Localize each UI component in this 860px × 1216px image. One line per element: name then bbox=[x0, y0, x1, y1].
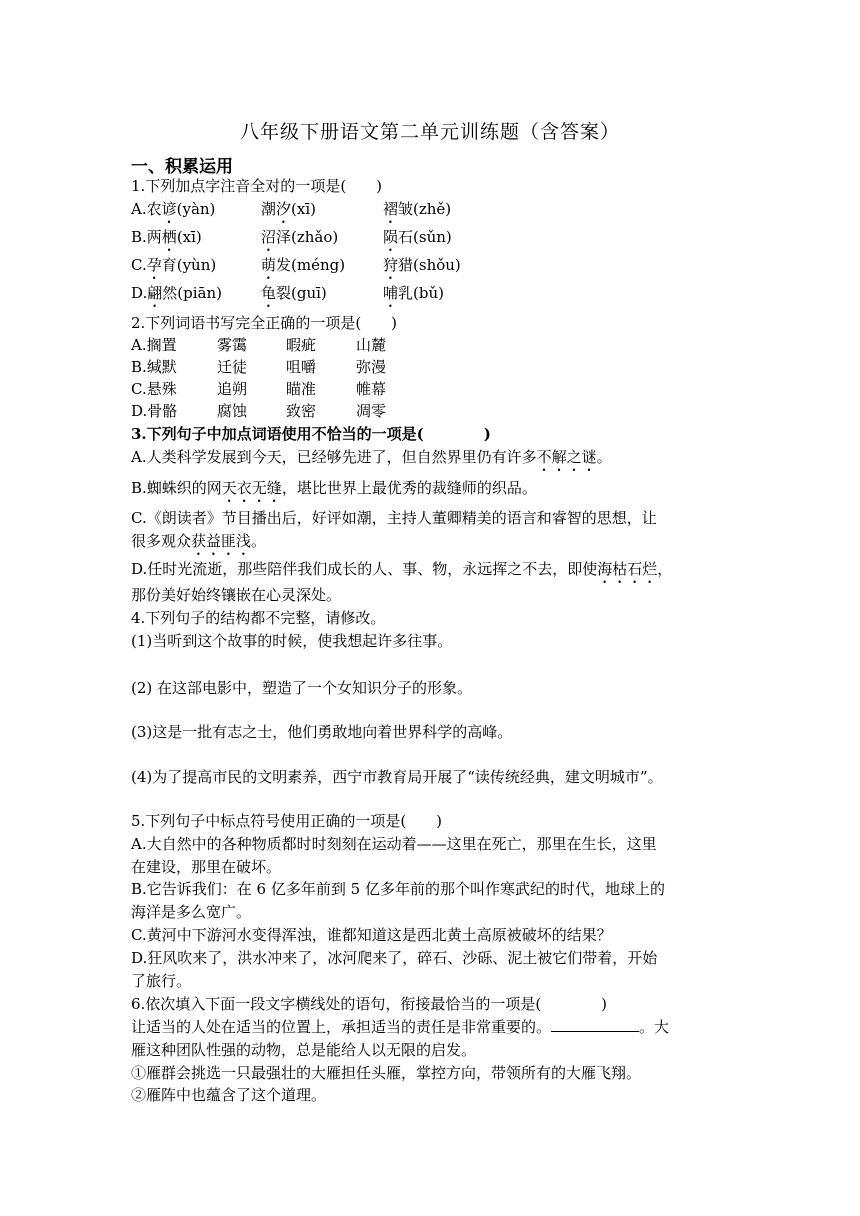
question-4-item-3: (3)这是一批有志之士，他们勇敢地向着世界科学的高峰。 bbox=[131, 723, 513, 741]
question-1-stem: 1.下列加点字注音全对的一项是( ) bbox=[131, 177, 383, 195]
option-c-end: 。 bbox=[251, 532, 267, 550]
option-b-end: ，堪比世界上最优秀的裁缝师的织品。 bbox=[281, 479, 537, 497]
q1-option-cell bbox=[261, 198, 316, 227]
question-6-stem: 6.依次填入下面一段文字横线处的语句，衔接最恰当的一项是( ) bbox=[131, 995, 608, 1013]
q2-option-word: 暇疵 bbox=[286, 336, 317, 354]
option-text: (xī) bbox=[176, 228, 202, 246]
section-heading: 一、积累运用 bbox=[131, 157, 233, 177]
q2-option-word: 凋零 bbox=[356, 402, 387, 420]
paragraph-text-end: 。大 bbox=[639, 1018, 670, 1036]
question-3-option-c-line1: C.《朗读者》节目播出后，好评如潮，主持人董卿精美的语言和睿智的思想，让 bbox=[131, 509, 657, 527]
option-text: 猎(shǒu) bbox=[398, 256, 461, 274]
question-3-stem: 3.下列句子中加点词语使用不恰当的一项是( ) bbox=[131, 425, 491, 443]
option-a-end: 。 bbox=[596, 448, 612, 466]
q2-option-word: D.骨骼 bbox=[131, 402, 178, 420]
page-title: 八年级下册语文第二单元训练题（含答案） bbox=[239, 121, 620, 143]
question-5-line: 在建设，那里在破坏。 bbox=[131, 858, 282, 876]
option-a-dotted-word: 不解之谜 bbox=[536, 448, 597, 466]
q2-option-word: 瞄准 bbox=[286, 380, 317, 398]
option-text: 石(sǔn) bbox=[398, 228, 452, 246]
option-text: C. bbox=[131, 256, 147, 274]
question-2-stem: 2.下列词语书写完全正确的一项是( ) bbox=[131, 314, 398, 332]
question-6-option-1: ①雁群会挑选一只最强壮的大雁担任头雁，掌控方向，带领所有的大雁飞翔。 bbox=[131, 1064, 642, 1082]
q2-option-word: 致密 bbox=[286, 402, 317, 420]
dotted-character: 陨 bbox=[383, 228, 399, 246]
q2-option-word: 帷幕 bbox=[356, 380, 387, 398]
option-text: 然(piān) bbox=[162, 284, 222, 302]
q2-option-word: A.搁置 bbox=[131, 336, 177, 354]
dotted-character: 栖 bbox=[161, 228, 177, 246]
dotted-character: 褶 bbox=[383, 200, 399, 218]
option-text: 皱(zhě) bbox=[398, 200, 452, 218]
option-text: D. bbox=[131, 284, 148, 302]
q2-option-word: 迁徒 bbox=[217, 358, 248, 376]
question-5-line: D.狂风吹来了，洪水冲来了，冰河爬来了，碎石、沙砾、泥土被它们带着，开始 bbox=[131, 949, 658, 967]
option-text: 乳(bǔ) bbox=[398, 284, 444, 302]
option-b-text: B.蜘蛛织的网 bbox=[131, 479, 222, 497]
question-4-stem: 4.下列句子的结构都不完整，请修改。 bbox=[131, 609, 386, 627]
fill-blank bbox=[551, 1017, 639, 1032]
q1-option-cell bbox=[383, 198, 451, 227]
option-text: (yàn) bbox=[176, 200, 216, 218]
q1-option-cell bbox=[131, 254, 216, 283]
q1-option-cell bbox=[383, 254, 461, 283]
question-3-option-c-line2 bbox=[131, 530, 266, 559]
option-d-end: ， bbox=[657, 560, 673, 578]
option-text: 裂(guī) bbox=[276, 284, 327, 302]
question-6-paragraph-line2: 雁这种团队性强的动物，总是能给人以无限的启发。 bbox=[131, 1041, 477, 1059]
q1-option-cell bbox=[261, 226, 338, 255]
question-5-line: A.大自然中的各种物质都时时刻刻在运动着——这里在死亡，那里在生长，这里 bbox=[131, 835, 657, 853]
question-4-item-2: (2) 在这部电影中，塑造了一个女知识分子的形象。 bbox=[131, 679, 473, 697]
question-5-line: C.黄河中下游河水变得浑浊，谁都知道这是西北黄土高原被破坏的结果？ bbox=[131, 926, 612, 944]
option-text: 泽(zhǎo) bbox=[276, 228, 339, 246]
option-text: A.农 bbox=[131, 200, 162, 218]
dotted-character: 萌 bbox=[261, 256, 277, 274]
paragraph-text: 让适当的人处在适当的位置上，承担适当的责任是非常重要的。 bbox=[131, 1018, 552, 1036]
question-4-item-1: (1)当听到这个故事的时候，使我想起许多往事。 bbox=[131, 632, 453, 650]
option-text: 育(yùn) bbox=[161, 256, 217, 274]
dotted-character: 汐 bbox=[276, 200, 292, 218]
option-text: (xī) bbox=[291, 200, 316, 218]
option-text: B.两 bbox=[131, 228, 162, 246]
dotted-character: 狩 bbox=[383, 256, 399, 274]
option-text: 潮 bbox=[261, 200, 277, 218]
q2-option-word: 腐蚀 bbox=[217, 402, 248, 420]
q1-option-cell bbox=[261, 254, 345, 283]
q1-option-cell bbox=[383, 226, 452, 255]
option-b-dotted-word: 天衣无缝 bbox=[221, 479, 282, 497]
option-d-text: D.任时光流逝，那些陪伴我们成长的人、事、物，永远挥之不去，即使 bbox=[131, 560, 598, 578]
q2-option-word: 雾霭 bbox=[217, 336, 248, 354]
dotted-character: 沼 bbox=[261, 228, 277, 246]
dotted-character: 孕 bbox=[146, 256, 162, 274]
question-5-line: B.它告诉我们：在 6 亿多年前到 5 亿多年前的那个叫作寒武纪的时代，地球上的 bbox=[131, 880, 665, 898]
q2-option-word: B.缄默 bbox=[131, 358, 177, 376]
question-4-item-4: (4)为了提高市民的文明素养，西宁市教育局开展了“读传统经典，建文明城市”。 bbox=[131, 768, 663, 786]
question-5-line: 了旅行。 bbox=[131, 972, 192, 990]
q1-option-cell bbox=[131, 226, 202, 255]
question-6-paragraph-line1 bbox=[131, 1016, 669, 1038]
option-text: 发(méng) bbox=[276, 256, 346, 274]
q1-option-cell bbox=[383, 282, 444, 311]
question-3-option-d-line1 bbox=[131, 558, 672, 587]
q2-option-word: 咀嚼 bbox=[286, 358, 317, 376]
dotted-character: 哺 bbox=[383, 284, 399, 302]
question-5-line: 海洋是多么宽广。 bbox=[131, 903, 252, 921]
question-6-option-2: ②雁阵中也蕴含了这个道理。 bbox=[131, 1086, 327, 1104]
q1-option-cell bbox=[131, 198, 215, 227]
q2-option-word: C.悬殊 bbox=[131, 380, 177, 398]
question-5-stem: 5.下列句子中标点符号使用正确的一项是( ) bbox=[131, 812, 443, 830]
question-3-option-a bbox=[131, 446, 612, 475]
dotted-character: 翩 bbox=[147, 284, 163, 302]
dotted-character: 龟 bbox=[261, 284, 277, 302]
dotted-character: 谚 bbox=[161, 200, 177, 218]
q1-option-cell bbox=[261, 282, 327, 311]
option-c-text: 很多观众 bbox=[131, 532, 192, 550]
q2-option-word: 弥漫 bbox=[356, 358, 387, 376]
option-a-text: A.人类科学发展到今天，已经够先进了，但自然界里仍有许多 bbox=[131, 448, 537, 466]
option-c-dotted-word: 获益匪浅 bbox=[191, 532, 252, 550]
q2-option-word: 山麓 bbox=[356, 336, 387, 354]
q2-option-word: 追朔 bbox=[217, 380, 248, 398]
option-d-dotted-word: 海枯石烂 bbox=[597, 560, 658, 578]
question-3-option-b bbox=[131, 477, 537, 506]
q1-option-cell bbox=[131, 282, 222, 311]
question-3-option-d-line2: 那份美好始终镶嵌在心灵深处。 bbox=[131, 586, 342, 604]
